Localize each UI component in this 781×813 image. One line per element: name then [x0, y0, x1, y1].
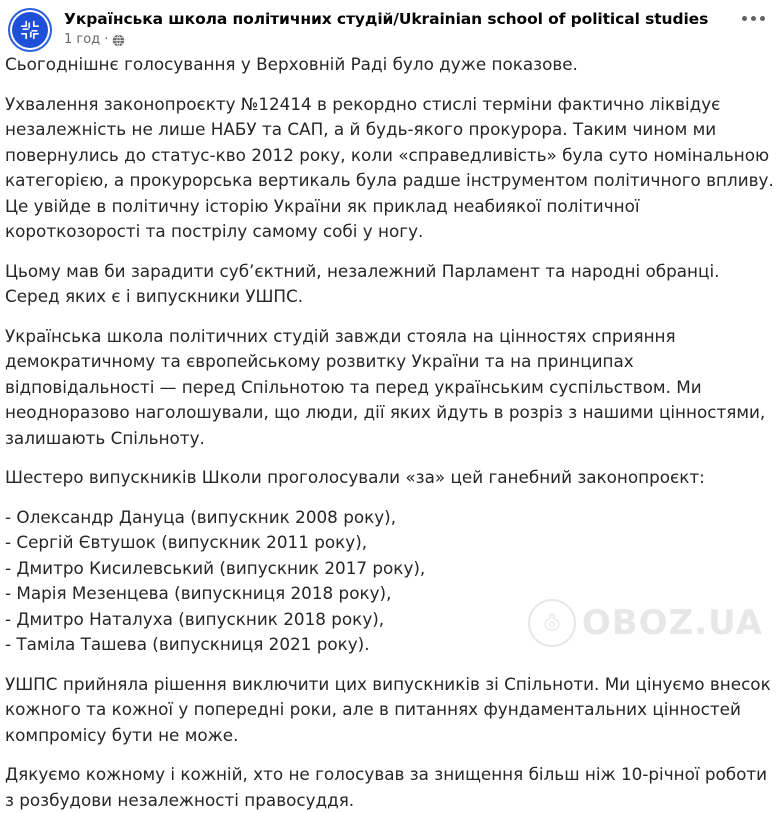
- more-dot: [760, 16, 765, 21]
- avatar[interactable]: [10, 10, 50, 50]
- list-item: - Дмитро Наталуха (випускник 2018 року),: [5, 608, 385, 629]
- post-meta: [64, 32, 708, 48]
- list-item: - Таміла Ташева (випускниця 2021 року).: [5, 634, 370, 654]
- graduates-list: [5, 505, 775, 658]
- more-dot: [751, 16, 756, 21]
- post-author-block: [64, 8, 708, 48]
- post-paragraph: Шестеро випускників Школи проголосували «за» цей ганебний законопроєкт:: [5, 467, 705, 487]
- post-paragraph: Цьому мав би зарадити суб’єктний, незалежний Парламент та народні обранці. Серед яких є і випускники УШПС.: [5, 260, 720, 306]
- list-item: - Марія Мезенцева (випускниця 2018 року),: [5, 583, 392, 603]
- watermark-text: OBOZ.UA: [581, 603, 763, 643]
- post-paragraph: Дякуємо кожному і кожній, хто не голосував за знищення більш ніж 10-річної роботи з розбудови незалежності правосуддя.: [5, 764, 768, 810]
- meta-separator: ·: [104, 32, 109, 47]
- list-item: - Дмитро Кисилевський (випускник 2017 року),: [5, 557, 426, 578]
- post-header: [0, 0, 781, 52]
- post-paragraph: Ухвалення законопроєкту №12414 в рекордно стислі терміни фактично ліквідує незалежність не лише НАБУ та САП, а й будь-якого прокурора. Таким чином ми повернулись до статус-кво 2012 року, коли «справедливість» була суто номінальною категорією, а прокурорська вертикаль була радше інструментом політичного впливу. Це увійде в політичну історію України як приклад неабиякої політичної короткозорості та пострілу самому собі у ногу.: [5, 93, 774, 241]
- arrows-inward-icon: [17, 17, 43, 43]
- list-item: - Олександр Дануца (випускник 2008 року),: [5, 506, 397, 527]
- post-body: [0, 52, 781, 813]
- page-name[interactable]: Українська школа політичних студій/Ukrainian school of political studies: [64, 10, 709, 28]
- post-paragraph: Сьогоднішнє голосування у Верховній Раді було дуже показове.: [5, 54, 578, 74]
- post-paragraph: Українська школа політичних студій завжди стояла на цінностях сприяння демократичному та європейському розвитку України та на принципах відповідальності — перед Спільнотою та перед українським суспільством. Ми неодноразово наголошували, що люди, дії яких йдуть в розріз з нашими цінностями, залишають Спільноту.: [5, 325, 766, 448]
- list-item: - Сергій Євтушок (випускник 2011 року),: [5, 532, 368, 552]
- globe-public-icon[interactable]: [112, 34, 125, 47]
- more-dot: [742, 16, 747, 21]
- more-horizontal-icon[interactable]: [742, 16, 765, 21]
- post-timestamp[interactable]: 1 год: [64, 32, 101, 47]
- post-paragraph: УШПС прийняла рішення виключити цих випускників зі Спільноти. Ми цінуємо внесок кожного та кожної у попередні роки, але в питаннях фундаментальних цінностей компромісу бути не може.: [5, 673, 771, 745]
